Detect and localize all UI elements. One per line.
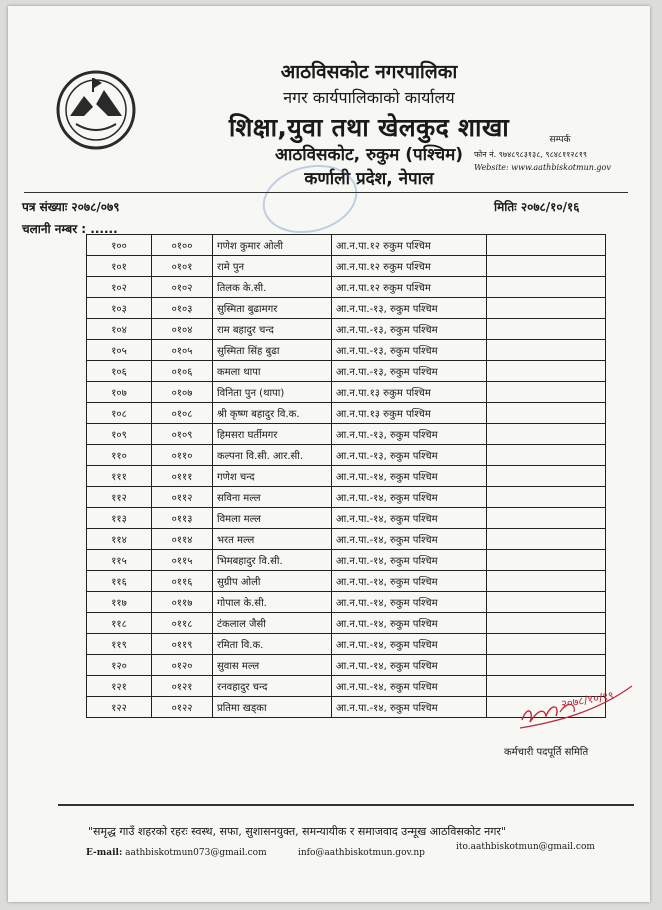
roll-code: ०१११ [152,466,213,487]
roll-code: ०१०१ [152,256,213,277]
contact-website: Website: www.aathbiskotmun.gov [474,163,611,172]
roll-code: ०१२२ [152,697,213,718]
table-row [87,256,606,277]
table-row [87,424,606,445]
roll-code: ०१२० [152,655,213,676]
email-info[interactable]: info@aathbiskotmun.gov.np [298,848,425,858]
candidate-name: सुस्मिता सिंह बुढा [213,340,332,361]
serial-number: १०६ [87,361,152,382]
serial-number: १२१ [87,676,152,697]
contact-title: सम्पर्क [549,135,571,145]
candidate-name: भरत मल्ल [213,529,332,550]
table-row [87,508,606,529]
remarks-cell [487,319,606,340]
table-row [87,571,606,592]
table-row [87,340,606,361]
candidate-name: सुस्मिता बुढामगर [213,298,332,319]
roll-code: ०१०२ [152,277,213,298]
office-name: नगर कार्यपालिकाको कार्यालय [283,88,455,107]
candidate-name: सुवास मल्ल [213,655,332,676]
candidate-name: गोपाल के.सी. [213,592,332,613]
remarks-cell [487,235,606,256]
roll-code: ०११७ [152,592,213,613]
email-primary[interactable]: aathbiskotmun073@gmail.com [125,848,267,858]
office-address: आठविसकोट, रुकुम (पश्चिम) [274,145,464,165]
remarks-cell [487,340,606,361]
remarks-cell [487,487,606,508]
remarks-cell [487,550,606,571]
candidate-address: आ.न.पा.-१४, रुकुम पश्चिम [332,487,487,508]
remarks-cell [487,403,606,424]
serial-number: ११६ [87,571,152,592]
handwritten-signature-icon [516,682,636,736]
dispatch-number: चलानी नम्बर : ...... [22,222,118,236]
candidate-name: विनिता पुन (थापा) [213,382,332,403]
candidate-address: आ.न.पा.-१४, रुकुम पश्चिम [332,613,487,634]
candidate-address: आ.न.पा.१३ रुकुम पश्चिम [332,382,487,403]
table-row [87,403,606,424]
roll-code: ०१०४ [152,319,213,340]
candidate-address: आ.न.पा.१२ रुकुम पश्चिम [332,256,487,277]
remarks-cell [487,424,606,445]
candidate-name: हिमसरा घर्तीमगर [213,424,332,445]
serial-number: ११५ [87,550,152,571]
candidate-address: आ.न.पा.-१४, रुकुम पश्चिम [332,592,487,613]
candidate-address: आ.न.पा.-१४, रुकुम पश्चिम [332,508,487,529]
serial-number: १०७ [87,382,152,403]
serial-number: ११७ [87,592,152,613]
municipality-name: आठविसकोट नगरपालिका [280,61,458,83]
table-row [87,277,606,298]
table-row [87,550,606,571]
candidate-name: कमला थापा [213,361,332,382]
candidate-address: आ.न.पा.-१४, रुकुम पश्चिम [332,466,487,487]
contact-phone: फोन नं. ९७४८९८३१३८, ९८४८११२८१९ [474,150,588,159]
table-row [87,613,606,634]
candidate-address: आ.न.पा.-१३, रुकुम पश्चिम [332,340,487,361]
candidate-name: श्री कृष्ण बहादुर वि.क. [213,403,332,424]
roll-code: ०१०३ [152,298,213,319]
serial-number: ११९ [87,634,152,655]
candidate-name: टंकलाल जैसी [213,613,332,634]
table-row [87,361,606,382]
candidate-address: आ.न.पा.-१४, रुकुम पश्चिम [332,697,487,718]
remarks-cell [487,466,606,487]
remarks-cell [487,613,606,634]
remarks-cell [487,529,606,550]
candidate-address: आ.न.पा.-१४, रुकुम पश्चिम [332,571,487,592]
serial-number: १११ [87,466,152,487]
roll-code: ०११९ [152,634,213,655]
table-row [87,445,606,466]
signature-date: २०७८/१०/१९ [560,688,615,711]
candidate-address: आ.न.पा.-१४, रुकुम पश्चिम [332,634,487,655]
roll-code: ०१०६ [152,361,213,382]
roll-code: ०१२१ [152,676,213,697]
remarks-cell [487,634,606,655]
candidate-table [86,234,606,718]
table-row [87,487,606,508]
candidate-name: सविना मल्ल [213,487,332,508]
serial-number: १२२ [87,697,152,718]
candidate-name: गणेश कुमार ओली [213,235,332,256]
candidate-address: आ.न.पा.-१४, रुकुम पश्चिम [332,655,487,676]
roll-code: ०११४ [152,529,213,550]
contact-block [474,132,646,172]
footer-slogan: "समृद्ध गाउँ शहरको रहरः स्वस्थ, सफा, सुशासनयुक्त, समन्यायीक र समाजवाद उन्मूख आठविसकोट नगर" [88,825,506,838]
serial-number: ११४ [87,529,152,550]
header-divider [24,192,628,193]
remarks-cell [487,298,606,319]
footer-email-row [86,848,267,858]
serial-number: १०३ [87,298,152,319]
candidate-name: कल्पना वि.सी. आर.सी. [213,445,332,466]
candidate-name: तिलक के.सी. [213,277,332,298]
serial-number: ११८ [87,613,152,634]
roll-code: ०१०८ [152,403,213,424]
table-row [87,319,606,340]
table-row [87,382,606,403]
serial-number: १२० [87,655,152,676]
table-row [87,298,606,319]
email-label: E-mail: [86,848,123,858]
candidate-address: आ.न.पा.१३ रुकुम पश्चिम [332,403,487,424]
table-row [87,592,606,613]
roll-code: ०११० [152,445,213,466]
remarks-cell [487,655,606,676]
table-row [87,529,606,550]
letter-date: मितिः २०७८/१०/१६ [494,200,580,214]
roll-code: ०११२ [152,487,213,508]
candidate-address: आ.न.पा.-१३, रुकुम पश्चिम [332,361,487,382]
candidate-address: आ.न.पा.-१३, रुकुम पश्चिम [332,424,487,445]
candidate-address: आ.न.पा.-१४, रुकुम पश्चिम [332,550,487,571]
candidate-name: प्रतिमा खड्का [213,697,332,718]
candidate-name: विमला मल्ल [213,508,332,529]
serial-number: १०० [87,235,152,256]
candidate-address: आ.न.पा.-१३, रुकुम पश्चिम [332,319,487,340]
roll-code: ०१०५ [152,340,213,361]
roll-code: ०१०० [152,235,213,256]
email-ito[interactable]: ito.aathbiskotmun@gmail.com [456,842,595,852]
table-row [87,655,606,676]
province-name: कर्णाली प्रदेश, नेपाल [304,169,434,189]
roll-code: ०११८ [152,613,213,634]
roll-code: ०१०७ [152,382,213,403]
candidate-name: सुग्रीप ओली [213,571,332,592]
candidate-name: रनवहादुर चन्द [213,676,332,697]
serial-number: ११३ [87,508,152,529]
serial-number: १०१ [87,256,152,277]
table-row [87,235,606,256]
serial-number: १०५ [87,340,152,361]
candidate-address: आ.न.पा.१२ रुकुम पश्चिम [332,235,487,256]
table-row [87,466,606,487]
serial-number: ११० [87,445,152,466]
remarks-cell [487,445,606,466]
roll-code: ०११५ [152,550,213,571]
candidate-name: भिमबहादुर वि.सी. [213,550,332,571]
candidate-address: आ.न.पा.-१३, रुकुम पश्चिम [332,298,487,319]
roll-code: ०११६ [152,571,213,592]
document-page [8,6,650,902]
candidate-name: रमिता वि.क. [213,634,332,655]
remarks-cell [487,277,606,298]
candidate-name: राम बहादुर चन्द [213,319,332,340]
footer-divider [58,804,634,806]
serial-number: ११२ [87,487,152,508]
letter-number: पत्र संख्याः २०७८/०७९ [22,200,120,214]
section-name: शिक्षा,युवा तथा खेलकुद शाखा [228,113,510,142]
candidate-address: आ.न.पा.-१४, रुकुम पश्चिम [332,676,487,697]
remarks-cell [487,382,606,403]
candidate-address: आ.न.पा.-१४, रुकुम पश्चिम [332,529,487,550]
serial-number: १०४ [87,319,152,340]
remarks-cell [487,592,606,613]
candidate-name: रामे पुन [213,256,332,277]
remarks-cell [487,256,606,277]
committee-name: कर्मचारी पदपूर्ति समिति [504,747,589,758]
serial-number: १०८ [87,403,152,424]
remarks-cell [487,361,606,382]
remarks-cell [487,508,606,529]
candidate-address: आ.न.पा.१२ रुकुम पश्चिम [332,277,487,298]
candidate-table-body [87,235,606,718]
serial-number: १०२ [87,277,152,298]
serial-number: १०९ [87,424,152,445]
candidate-name: गणेश चन्द [213,466,332,487]
candidate-address: आ.न.पा.-१३, रुकुम पश्चिम [332,445,487,466]
roll-code: ०११३ [152,508,213,529]
roll-code: ०१०९ [152,424,213,445]
remarks-cell [487,571,606,592]
table-row [87,634,606,655]
